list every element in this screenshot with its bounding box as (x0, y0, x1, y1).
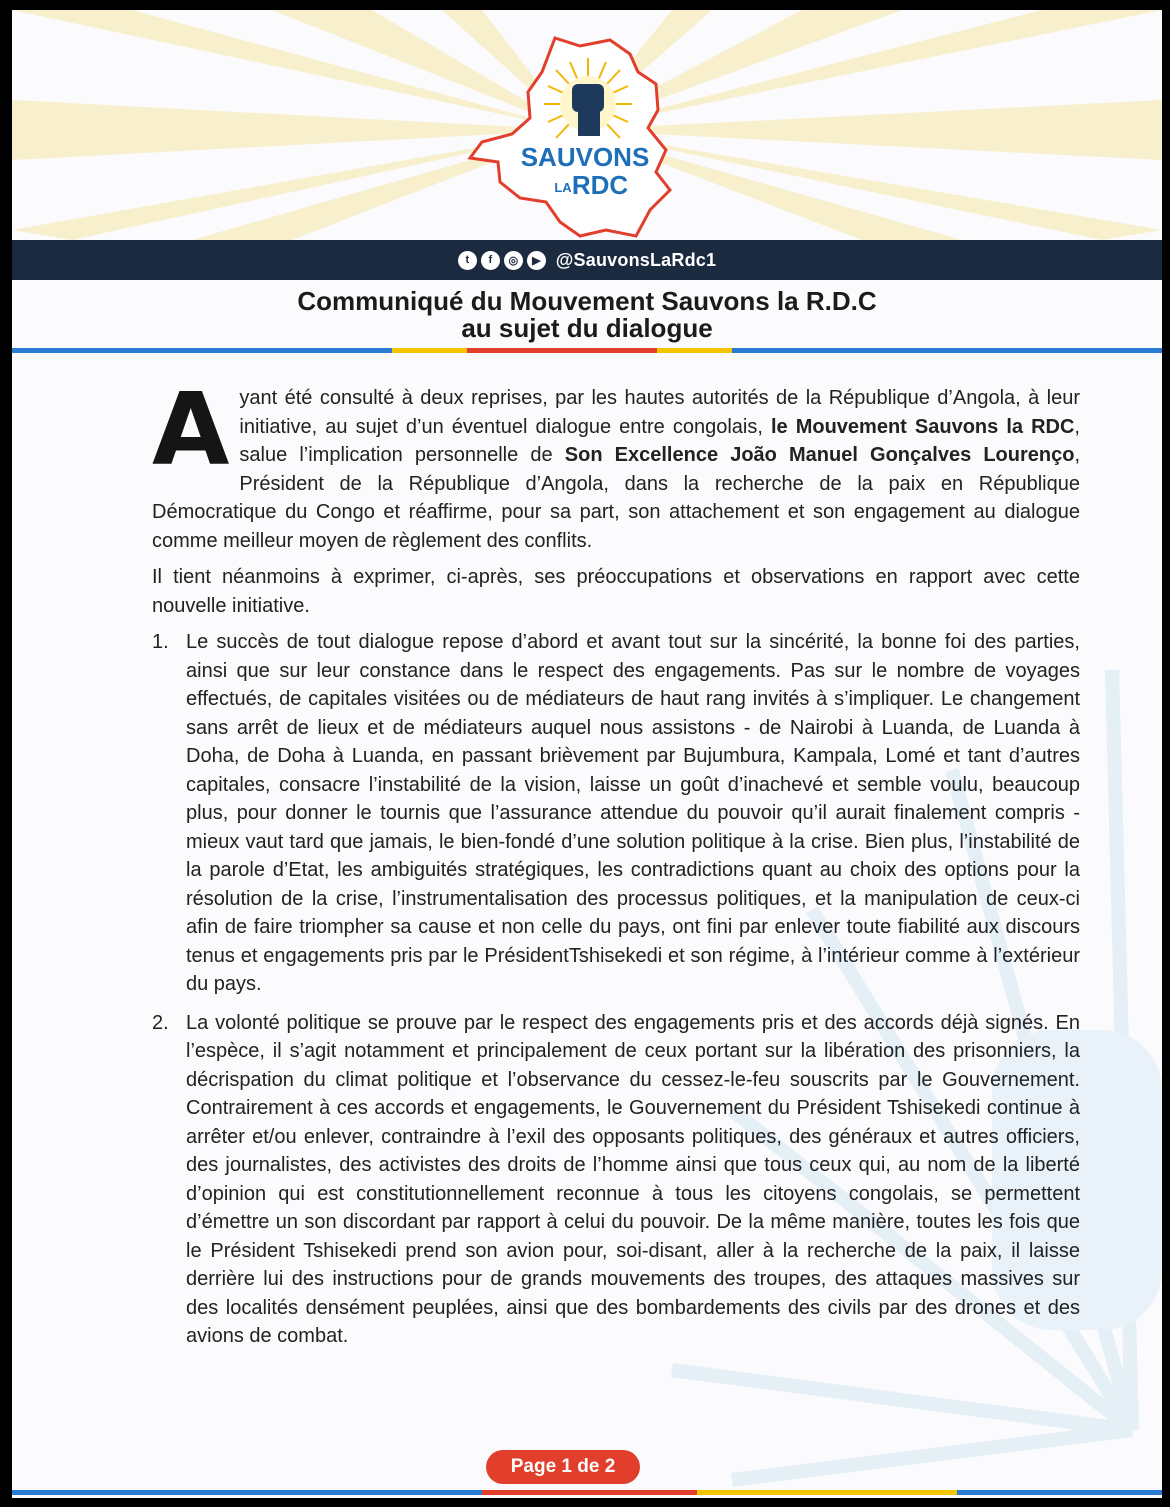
tricolor-rule-bottom (12, 1490, 1162, 1495)
list-item-number: 2. (152, 1011, 169, 1034)
concerns-paragraph: Il tient néanmoins à exprimer, ci-après, ses préoccupations et observations en rapport avec cette nouvelle initiative. (152, 566, 1080, 617)
title-line-2: au sujet du dialogue (461, 313, 713, 343)
points-list (152, 628, 1080, 1351)
page-number-badge: Page 1 de 2 (486, 1450, 640, 1484)
intro-paragraph: Ayant été consulté à deux reprises, par les hautes autorités de la République d’Angola, à leur initiative, au sujet d’un éventuel dialogue entre congolais, le Mouvement Sauvons la RDC, salue l’implication personnelle de Son Excellence João Manuel Gonçalves Lourenço, Président de la République d’Angola, dans la recherche de la paix en République Démocratique du Congo et réaffirme, pour sa part, son attachement et son engagement au dialogue comme meilleur moyen de règlement des conflits. (152, 371, 1081, 552)
excellency-name: Son Excellence João Manuel Gonçalves Lourenço (564, 444, 1075, 466)
drop-cap: A (152, 371, 230, 488)
list-item-text: La volonté politique se prouve par le respect des engagements pris et des accords déjà signés. En l’espèce, il s’agit notamment et principalement de ceux portant sur la libération des prisonniers, la décrispation du climat politique et l’observance du cessez-le-feu souscrits par le Gouvernement. Contrairement à ces accords et engagements, le Gouvernement du Président Tshisekedi continue à arrêter et/ou enlever, contraindre à l’exil des opposants politiques, des généraux et autres officiers, des journalistes, des activistes des droits de l’homme ainsi que tous ceux qui, au nom de la liberté d’opinion qui est constitutionnellement reconnue à tous les citoyens congolais, se permettent d’émettre un son discordant par rapport à celui du pouvoir. De la même manière, toutes les fois que le Président Tshisekedi prend son avion pour, soi-disant, aller à la recherche de la paix, il laisse derrière lui des instructions pour de grands mouvements des troupes, des attaques massives sur des localités densément peuplées, ainsi que des bombardements des civils par des drones et des avions de combat. (186, 1011, 1080, 1347)
communique-body (152, 371, 1081, 1361)
document-page (12, 10, 1162, 1498)
svg-text:SAUVONS: SAUVONS (520, 142, 650, 172)
facebook-icon[interactable]: f (481, 251, 500, 270)
tricolor-rule-top (12, 348, 1162, 353)
twitter-icon[interactable]: t (458, 251, 477, 270)
title-line-1: Communiqué du Mouvement Sauvons la R.D.C (297, 286, 877, 316)
list-item (152, 1009, 1080, 1351)
list-item (152, 628, 1080, 999)
page-title (12, 288, 1162, 342)
youtube-icon[interactable]: ▶ (527, 251, 546, 270)
sauvons-la-rdc-logo (460, 32, 690, 242)
social-handle[interactable]: @SauvonsLaRdc1 (555, 249, 717, 270)
social-band (12, 240, 1162, 280)
list-item-number: 1. (152, 631, 169, 653)
svg-text:RDC: RDC (571, 170, 629, 200)
svg-text:LA: LA (554, 180, 572, 195)
instagram-icon[interactable]: ◎ (504, 251, 523, 270)
list-item-text: Le succès de tout dialogue repose d’abord et avant tout sur la sincérité, la bonne foi des parties, ainsi que sur leur constance dans le respect des engagements. Pas sur le nombre de voyages effectués, de capitales visitées ou de médiateurs de haut rang invités à s’impliquer. Le changement sans arrêt de lieux et de médiateurs auquel nous assistons - de Nairobi à Luanda, de Luanda à Doha, de Doha à Luanda, en passant brièvement par Bujumbura, Kampala, Lomé et tant d’autres capitales, consacre l’instabilité de la vision, laisse un goût d’inachevé et semble voulu, beaucoup plus, pour donner le tournis que l’assurance attendue du pouvoir qu’il aurait finalement compris - mieux vaut tard que jamais, le bien-fondé d’une solution politique à la crise. Bien plus, l’instabilité de la parole d’Etat, les ambiguités stratégiques, les contradictions quant au choix des options pour la résolution de la crise, l’instrumentalisation des processus politiques, et la manipulation de ceux-ci afin de faire triompher sa cause et non celle du pays, ont fini par enlever toute fiabilité aux discours tenus et engagements pris par le PrésidentTshisekedi et son régime, à l’intérieur comme à l’extérieur du pays. (186, 631, 1080, 995)
movement-name: le Mouvement Sauvons la RDC (770, 415, 1075, 438)
drc-map-outline (470, 38, 670, 236)
